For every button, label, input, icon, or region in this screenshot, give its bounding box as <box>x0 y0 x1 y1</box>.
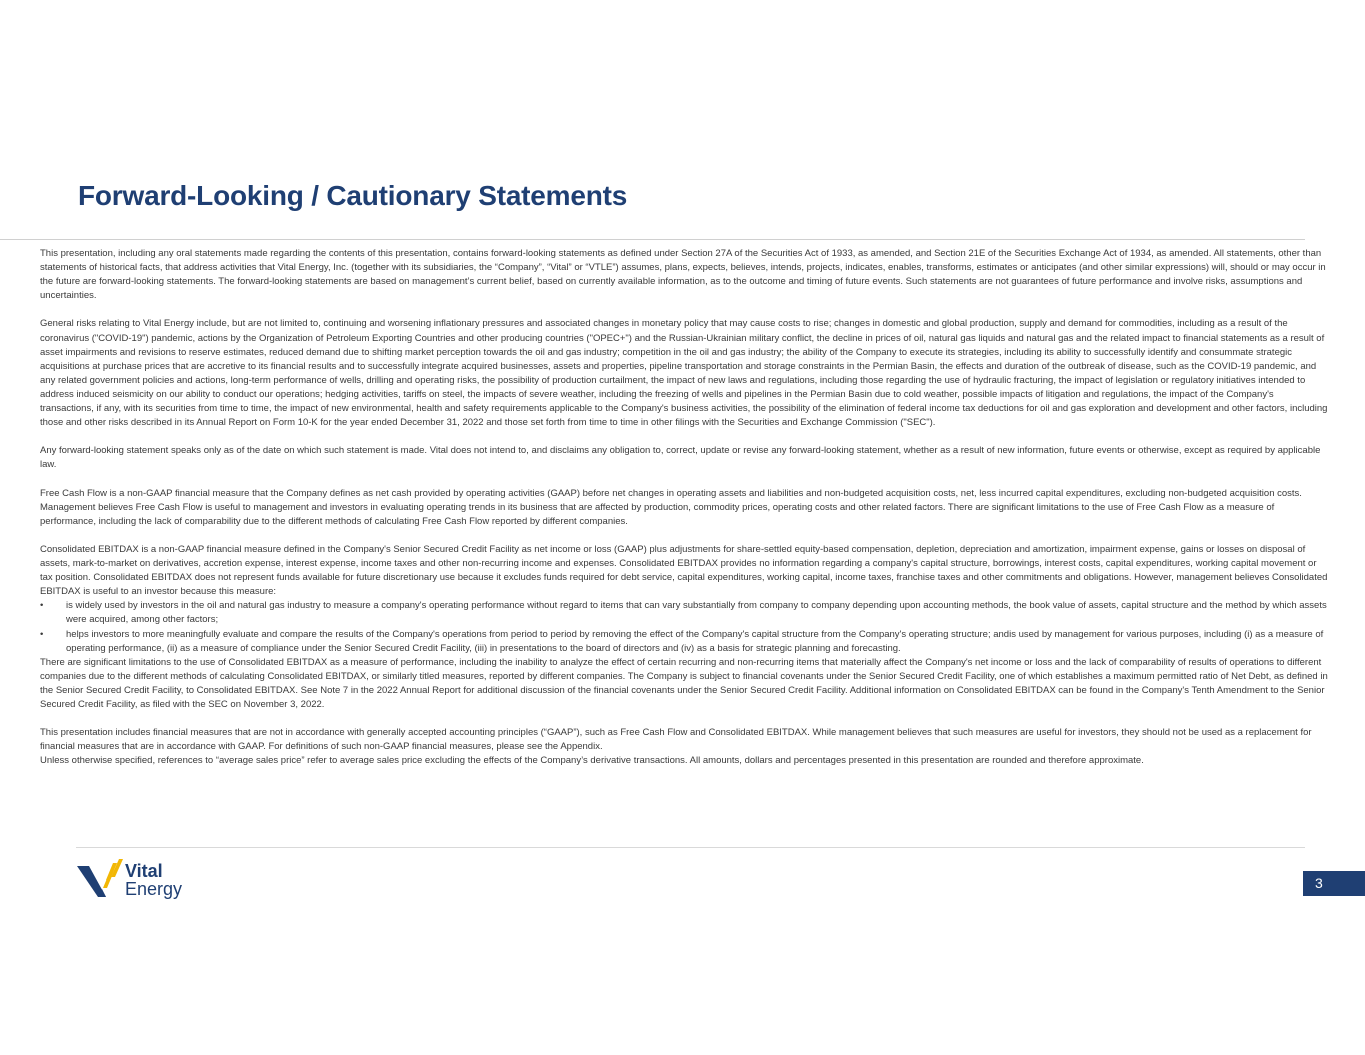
list-item-text: helps investors to more meaningfully evaluate and compare the results of the Company's operations from period to period by removing the effect of the Company's capital structure from the Company's operating structure; andis used by management for various purposes, including (i) as a measure of operating performance, (ii) as a measure of compliance under the Senior Secured Credit Facility, (iii) in presentations to the board of directors and (iv) as a basis for strategic planning and forecasting. <box>66 628 1324 654</box>
paragraph-no-update: Any forward-looking statement speaks only as of the date on which such statement is made. Vital does not intend to, and disclaims any obligation to, correct, update or revise any forward-looking statement, whether as a result of new information, future events or otherwise, except as required by applicable law. <box>40 445 1321 471</box>
paragraph-ebitdax: Consolidated EBITDAX is a non-GAAP financial measure defined in the Company's Senior Secured Credit Facility as net income or loss (GAAP) plus adjustments for share-settled equity-based compensation, depletion, depreciation and amortization, impairment expense, gains or losses on disposal of assets, mark-to-market on derivatives, accretion expense, interest expense, income taxes and other non-recurring income and expenses. Consolidated EBITDAX provides no information regarding a company's capital structure, borrowings, interest costs, capital expenditures, working capital movement or tax position. Consolidated EBITDAX does not represent funds available for future discretionary use because it excludes funds required for debt service, capital expenditures, working capital, income taxes, franchise taxes and other commitments and obligations. However, management believes Consolidated EBITDAX is useful to an investor because this measure: <box>40 543 1328 598</box>
bullet-icon: • <box>40 628 44 640</box>
paragraph-average-sales-price: Unless otherwise specified, references to “average sales price” refer to average sales price excluding the effects of the Company’s derivative transactions. All amounts, dollars and percentages presented in this presentation are rounded and therefore approximate. <box>40 755 1144 767</box>
bullet-icon: • <box>40 600 44 612</box>
title-divider <box>0 239 1305 240</box>
logo-text-energy: Energy <box>125 879 183 899</box>
footer-divider <box>76 847 1305 848</box>
paragraph-forward-looking: This presentation, including any oral statements made regarding the contents of this presentation, contains forward-looking statements as defined under Section 27A of the Securities Act of 1933, as amended, and Section 21E of the Securities Exchange Act of 1934, as amended. All statements, other than statements of historical facts, that address activities that Vital Energy, Inc. (together with its subsidiaries, the “Company”, “Vital” or “VTLE”) assumes, plans, expects, believes, intends, projects, indicates, enables, transforms, estimates or anticipates (and other similar expressions) will, should or may occur in the future are forward-looking statements. The forward-looking statements are based on management’s current belief, based on currently available information, as to the outcome and timing of future events. Such statements are not guarantees of future performance and involve risks, assumptions and uncertainties. <box>40 248 1326 302</box>
paragraph-general-risks: General risks relating to Vital Energy include, but are not limited to, continuing and worsening inflationary pressures and associated changes in monetary policy that may cause costs to rise; changes in domestic and global production, supply and demand for commodities, including as a result of the coronavirus ("COVID-19") pandemic, actions by the Organization of Petroleum Exporting Countries and other producing countries ("OPEC+") and the Russian-Ukrainian military conflict, the decline in prices of oil, natural gas liquids and natural gas and the related impact to financial statements as a result of asset impairments and revisions to reserve estimates, reduced demand due to shifting market perception towards the oil and gas industry; competition in the oil and gas industry; the ability of the Company to execute its strategies, including its ability to successfully identify and consummate strategic acquisitions at purchase prices that are accretive to its financial results and to successfully integrate acquired businesses, assets and properties, pipeline transportation and storage constraints in the Permian Basin, the effects and duration of the outbreak of disease, such as the COVID-19 pandemic, and any related government policies and actions, long-term performance of wells, drilling and operating risks, the possibility of production curtailment, the impact of new laws and regulations, including those regarding the use of hydraulic fracturing, the impact of legislation or regulatory initiatives intended to address induced seismicity on our ability to conduct our operations; hedging activities, tariffs on steel, the impacts of severe weather, including the freezing of wells and pipelines in the Permian Basin due to cold weather, possible impacts of litigation and regulations, the impact of the Company's transactions, if any, with its securities from time to time, the impact of new environmental, health and safety requirements applicable to the Company's business activities, the possibility of the elimination of federal income tax deductions for oil and gas exploration and development and other factors, including those and other risks described in its Annual Report on Form 10-K for the year ended December 31, 2022 and those set forth from time to time in other filings with the Securities and Exchange Commission ("SEC"). <box>40 318 1328 429</box>
paragraph-ebitdax-limitations: There are significant limitations to the use of Consolidated EBITDAX as a measure of performance, including the inability to analyze the effect of certain recurring and non-recurring items that materially affect the Company's net income or loss and the lack of comparability of results of operations to different companies due to the different methods of calculating Consolidated EBITDAX, or similarly titled measures, reported by different companies. The Company is subject to financial covenants under the Senior Secured Credit Facility, one of which establishes a maximum permitted ratio of Net Debt, as defined in the Senior Secured Credit Facility, to Consolidated EBITDAX. See Note 7 in the 2022 Annual Report for additional discussion of the financial covenants under the Senior Secured Credit Facility. Additional information on Consolidated EBITDAX can be found in the Company's Tenth Amendment to the Senior Secured Credit Facility, as filed with the SEC on November 3, 2022. <box>40 656 1328 710</box>
page-number-badge: 3 <box>1303 871 1365 896</box>
vital-energy-logo <box>76 858 206 902</box>
list-item <box>40 599 1330 627</box>
logo-text-vital: Vital <box>125 861 163 881</box>
paragraph-free-cash-flow: Free Cash Flow is a non-GAAP financial measure that the Company defines as net cash provided by operating activities (GAAP) before net changes in operating assets and liabilities and non-budgeted acquisition costs, net, less incurred capital expenditures, excluding non-budgeted acquisition costs. Management believes Free Cash Flow is useful to management and investors in evaluating operating trends in its business that are affected by production, commodity prices, operating costs and other related factors. There are significant limitations to the use of Free Cash Flow as a measure of performance, including the lack of comparability due to the different methods of calculating Free Cash Flow reported by different companies. <box>40 487 1302 527</box>
list-item <box>40 628 1330 656</box>
disclaimer-body <box>40 247 1330 768</box>
vital-energy-logo-mark-icon <box>76 858 124 900</box>
list-item-text: is widely used by investors in the oil and natural gas industry to measure a company's operating performance without regard to items that can vary substantially from company to company depending upon accounting methods, the book value of assets, capital structure and the method by which assets were acquired, among other factors; <box>66 600 1327 626</box>
ebitdax-bullet-list <box>40 599 1330 655</box>
paragraph-non-gaap: This presentation includes financial measures that are not in accordance with generally accepted accounting principles (“GAAP”), such as Free Cash Flow and Consolidated EBITDAX. While management believes that such measures are useful for investors, they should not be used as a replacement for financial measures that are in accordance with GAAP. For definitions of such non-GAAP financial measures, please see the Appendix. <box>40 727 1312 753</box>
page-title: Forward-Looking / Cautionary Statements <box>78 180 628 211</box>
